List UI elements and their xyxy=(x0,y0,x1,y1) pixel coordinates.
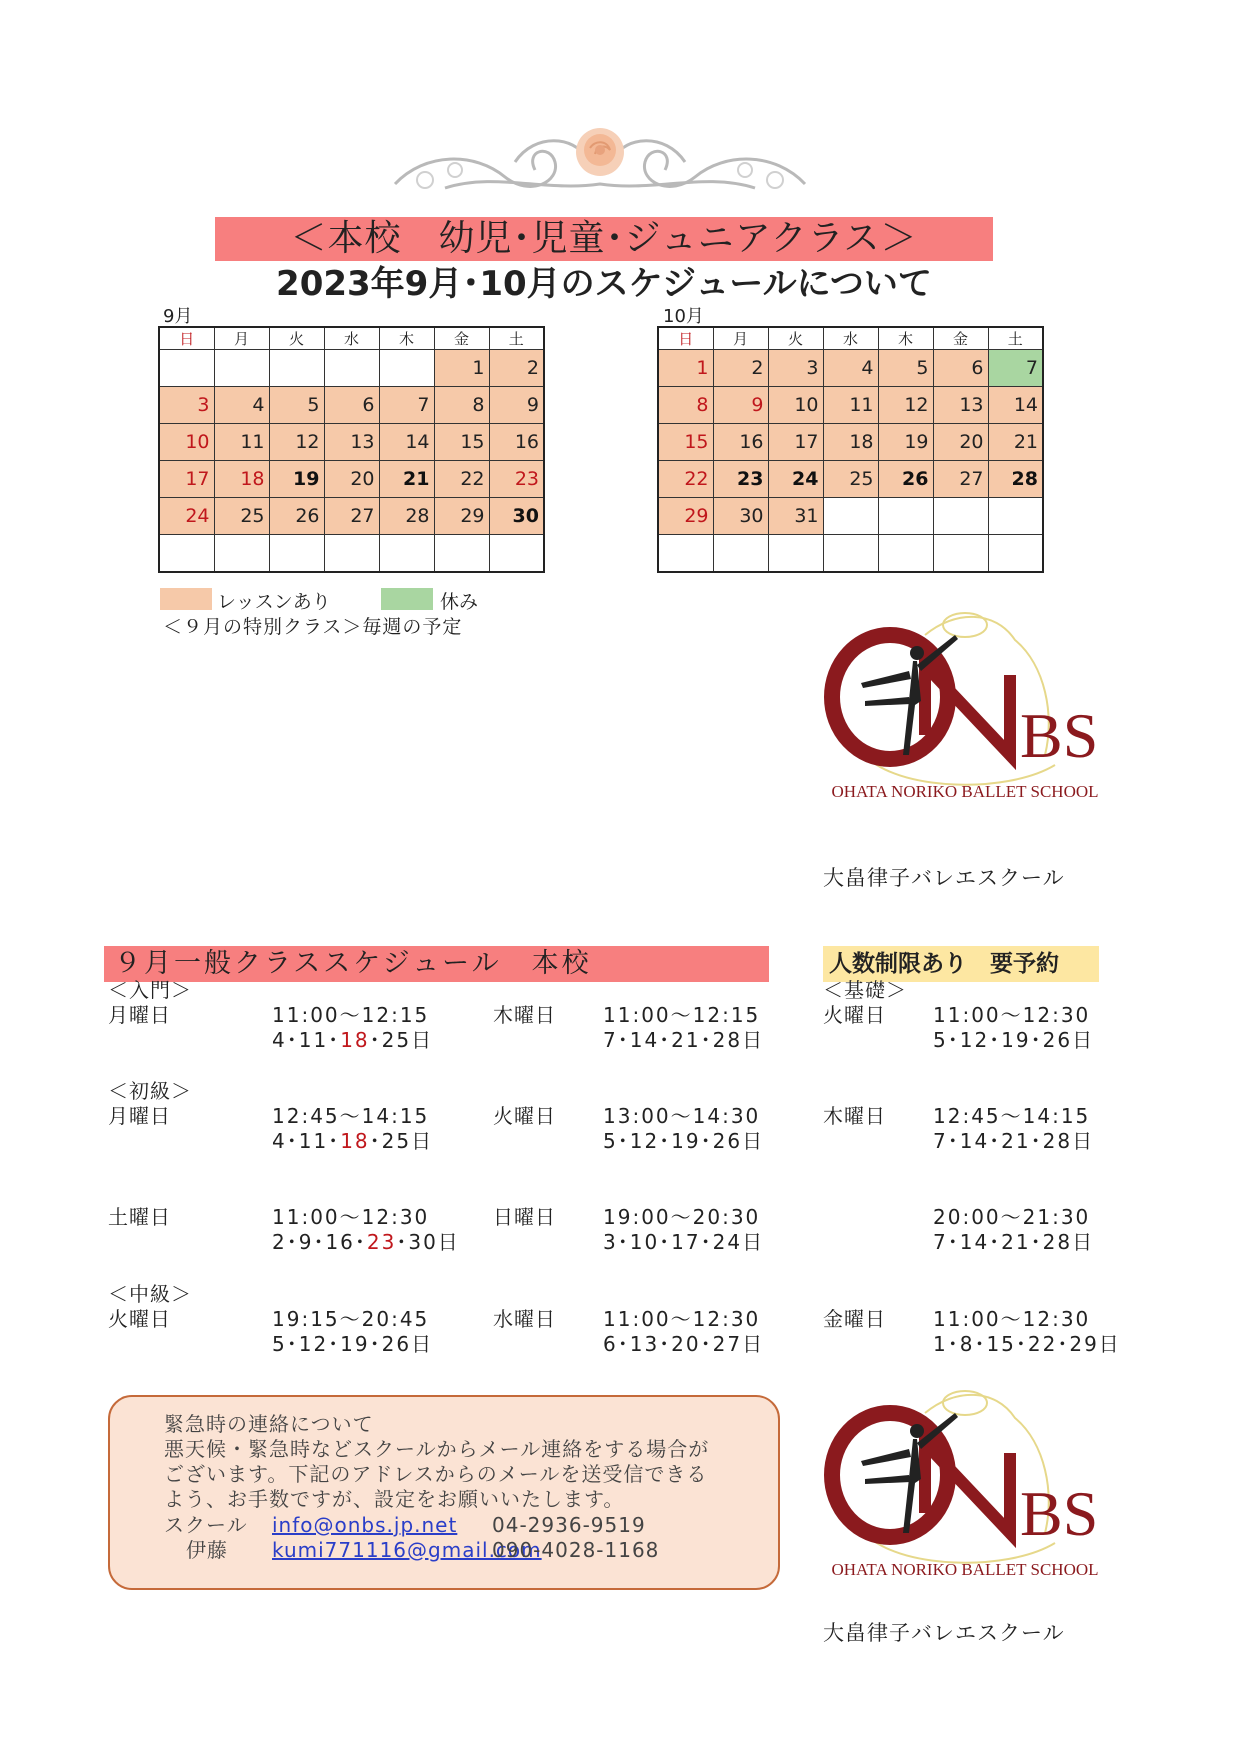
calendar-day xyxy=(379,535,434,572)
contact-line-1: 悪天候・緊急時などスクールからメール連絡をする場合が xyxy=(164,1437,710,1461)
calendar-day: 1 xyxy=(658,350,713,387)
reservation-notice: 人数制限あり 要予約 xyxy=(823,946,1099,982)
chukyu-wed-day: 水曜日 xyxy=(493,1307,556,1331)
calendar-day xyxy=(269,350,324,387)
calendar-day: 30 xyxy=(713,498,768,535)
lesson-legend: レッスンあり xyxy=(217,591,331,613)
calendar-day: 9 xyxy=(489,387,544,424)
rose-icon xyxy=(576,128,624,176)
calendar-day: 16 xyxy=(713,424,768,461)
nyumon-thu-dates: 7･14･21･28日 xyxy=(603,1028,765,1052)
kiso-tue-day: 火曜日 xyxy=(823,1003,886,1027)
rose-ornament xyxy=(385,122,815,204)
october-calendar xyxy=(657,326,1044,573)
rest-legend: 休み xyxy=(440,591,479,613)
weekday-header: 日 xyxy=(658,327,713,350)
calendar-day: 15 xyxy=(434,424,489,461)
calendar-day xyxy=(214,350,269,387)
calendar-day: 25 xyxy=(214,498,269,535)
weekday-header: 月 xyxy=(214,327,269,350)
calendar-day xyxy=(269,535,324,572)
calendar-day: 9 xyxy=(713,387,768,424)
calendar-day: 3 xyxy=(159,387,214,424)
shokyu-mon-day: 月曜日 xyxy=(108,1104,171,1128)
calendar-day xyxy=(214,535,269,572)
chukyu-tue-dates: 5･12･19･26日 xyxy=(272,1332,434,1356)
shokyu-thu-dates: 7･14･21･28日 xyxy=(933,1129,1095,1153)
calendar-day: 16 xyxy=(489,424,544,461)
special-class-note: ＜９月の特別クラス＞毎週の予定 xyxy=(163,616,463,638)
calendar-day xyxy=(379,350,434,387)
october-label: 10月 xyxy=(663,306,704,327)
calendar-day: 6 xyxy=(933,350,988,387)
weekday-header: 金 xyxy=(434,327,489,350)
calendar-day xyxy=(878,498,933,535)
calendar-day: 17 xyxy=(159,461,214,498)
chukyu-tue-time: 19:15〜20:45 xyxy=(272,1307,430,1331)
calendar-week-row xyxy=(658,350,1043,387)
calendar-week-row xyxy=(159,350,544,387)
kiso-tue-dates: 5･12･19･26日 xyxy=(933,1028,1095,1052)
calendar-day: 28 xyxy=(379,498,434,535)
shokyu-mon-time: 12:45〜14:15 xyxy=(272,1104,430,1128)
weekday-header: 木 xyxy=(878,327,933,350)
calendar-week-row xyxy=(159,498,544,535)
nyumon-thu-time: 11:00〜12:15 xyxy=(603,1003,761,1027)
calendar-day: 8 xyxy=(658,387,713,424)
kiso-tue-time: 11:00〜12:30 xyxy=(933,1003,1091,1027)
calendar-day xyxy=(434,535,489,572)
shokyu-thu-evening-time: 20:00〜21:30 xyxy=(933,1205,1091,1229)
calendar-day xyxy=(823,498,878,535)
shokyu-thu-evening-dates: 7･14･21･28日 xyxy=(933,1230,1095,1254)
calendar-day xyxy=(933,498,988,535)
calendar-day: 22 xyxy=(434,461,489,498)
rest-swatch xyxy=(381,588,433,610)
september-label: 9月 xyxy=(163,306,193,327)
weekday-header: 水 xyxy=(324,327,379,350)
calendar-day: 30 xyxy=(489,498,544,535)
calendar-week-row xyxy=(159,387,544,424)
calendar-day: 5 xyxy=(878,350,933,387)
calendar-day: 27 xyxy=(933,461,988,498)
calendar-day xyxy=(713,535,768,572)
calendar-day xyxy=(768,535,823,572)
calendar-day: 25 xyxy=(823,461,878,498)
calendar-day: 23 xyxy=(489,461,544,498)
calendar-day: 14 xyxy=(988,387,1043,424)
calendar-day: 3 xyxy=(768,350,823,387)
calendar-day: 13 xyxy=(324,424,379,461)
calendar-day xyxy=(823,535,878,572)
calendar-day: 11 xyxy=(823,387,878,424)
calendar-day: 20 xyxy=(324,461,379,498)
shokyu-sun-day: 日曜日 xyxy=(493,1205,556,1229)
calendar-day xyxy=(324,535,379,572)
school-email-link[interactable]: info@onbs.jp.net xyxy=(272,1513,458,1537)
chukyu-tue-day: 火曜日 xyxy=(108,1307,171,1331)
calendar-day xyxy=(988,498,1043,535)
weekday-header: 水 xyxy=(823,327,878,350)
calendar-week-row xyxy=(658,461,1043,498)
logo-caption: 大畠律子バレエスクール xyxy=(823,866,1065,890)
calendar-day: 19 xyxy=(878,424,933,461)
september-calendar xyxy=(158,326,545,573)
calendar-week-row xyxy=(658,498,1043,535)
chukyu-fri-dates: 1･8･15･22･29日 xyxy=(933,1332,1121,1356)
class-title-banner: ＜本校 幼児･児童･ジュニアクラス＞ xyxy=(215,217,993,261)
calendar-day: 2 xyxy=(713,350,768,387)
calendar-day: 13 xyxy=(933,387,988,424)
shokyu-tue-time: 13:00〜14:30 xyxy=(603,1104,761,1128)
calendar-week-row xyxy=(658,535,1043,572)
svg-text:BS: BS xyxy=(1020,700,1099,771)
calendar-day: 27 xyxy=(324,498,379,535)
person-phone: 090-4028-1168 xyxy=(492,1538,660,1562)
nyumon-mon-day: 月曜日 xyxy=(108,1003,171,1027)
weekday-header: 月 xyxy=(713,327,768,350)
calendar-day: 11 xyxy=(214,424,269,461)
calendar-day xyxy=(658,535,713,572)
general-class-banner: ９月一般クラススケジュール 本校 xyxy=(104,946,769,982)
onbs-logo xyxy=(805,605,1125,805)
calendar-day: 14 xyxy=(379,424,434,461)
calendar-day: 29 xyxy=(658,498,713,535)
calendar-day: 15 xyxy=(658,424,713,461)
chukyu-wed-dates: 6･13･20･27日 xyxy=(603,1332,765,1356)
calendar-day: 6 xyxy=(324,387,379,424)
calendar-day: 4 xyxy=(214,387,269,424)
svg-text:BS: BS xyxy=(1020,1478,1099,1549)
calendar-day: 26 xyxy=(878,461,933,498)
chukyu-fri-day: 金曜日 xyxy=(823,1307,886,1331)
calendar-day: 20 xyxy=(933,424,988,461)
calendar-day: 28 xyxy=(988,461,1043,498)
calendar-day xyxy=(878,535,933,572)
calendar-day: 24 xyxy=(159,498,214,535)
calendar-day: 31 xyxy=(768,498,823,535)
person-contact-label: 伊藤 xyxy=(186,1538,228,1562)
calendar-day: 5 xyxy=(269,387,324,424)
calendar-day: 1 xyxy=(434,350,489,387)
calendar-day: 22 xyxy=(658,461,713,498)
calendar-day: 12 xyxy=(269,424,324,461)
calendar-day: 2 xyxy=(489,350,544,387)
calendar-day: 18 xyxy=(823,424,878,461)
calendar-day: 17 xyxy=(768,424,823,461)
shokyu-tue-day: 火曜日 xyxy=(493,1104,556,1128)
nyumon-label: ＜入門＞ xyxy=(108,978,192,1002)
kiso-label: ＜基礎＞ xyxy=(823,978,907,1002)
shokyu-sat-dates: 2･9･16･23･30日 xyxy=(272,1230,460,1254)
calendar-day xyxy=(159,535,214,572)
calendar-day xyxy=(324,350,379,387)
chukyu-label: ＜中級＞ xyxy=(108,1282,192,1306)
calendar-day: 21 xyxy=(988,424,1043,461)
person-email-link[interactable]: kumi771116@gmail.com xyxy=(272,1538,542,1562)
school-phone: 04-2936-9519 xyxy=(492,1513,646,1537)
calendar-day: 18 xyxy=(214,461,269,498)
calendar-week-row xyxy=(159,424,544,461)
calendar-week-row xyxy=(658,387,1043,424)
calendar-week-row xyxy=(658,424,1043,461)
onbs-logo-bottom xyxy=(805,1383,1125,1583)
weekday-header: 火 xyxy=(768,327,823,350)
calendar-day: 19 xyxy=(269,461,324,498)
calendar-day: 10 xyxy=(768,387,823,424)
calendar-day: 26 xyxy=(269,498,324,535)
school-contact-label: スクール xyxy=(164,1513,248,1537)
logo-caption-bottom: 大畠律子バレエスクール xyxy=(823,1621,1065,1645)
nyumon-thu-day: 木曜日 xyxy=(493,1003,556,1027)
contact-line-3: よう、お手数ですが、設定をお願いいたします。 xyxy=(164,1487,625,1511)
calendar-day xyxy=(489,535,544,572)
calendar-day: 12 xyxy=(878,387,933,424)
shokyu-sat-time: 11:00〜12:30 xyxy=(272,1205,430,1229)
calendar-day xyxy=(988,535,1043,572)
contact-line-2: ございます。下記のアドレスからのメールを送受信できる xyxy=(164,1462,708,1486)
shokyu-label: ＜初級＞ xyxy=(108,1079,192,1103)
shokyu-sun-time: 19:00〜20:30 xyxy=(603,1205,761,1229)
calendar-day: 10 xyxy=(159,424,214,461)
contact-heading: 緊急時の連絡について xyxy=(164,1412,374,1436)
calendar-day xyxy=(933,535,988,572)
calendar-week-row xyxy=(159,461,544,498)
nyumon-mon-dates: 4･11･18･25日 xyxy=(272,1028,434,1052)
weekday-header: 土 xyxy=(489,327,544,350)
calendar-day: 23 xyxy=(713,461,768,498)
schedule-subtitle: 2023年9月･10月のスケジュールについて xyxy=(276,264,932,304)
calendar-day: 8 xyxy=(434,387,489,424)
weekday-header: 木 xyxy=(379,327,434,350)
calendar-week-row xyxy=(159,535,544,572)
shokyu-tue-dates: 5･12･19･26日 xyxy=(603,1129,765,1153)
nyumon-mon-time: 11:00〜12:15 xyxy=(272,1003,430,1027)
weekday-header: 金 xyxy=(933,327,988,350)
shokyu-sat-day: 土曜日 xyxy=(108,1205,171,1229)
calendar-day: 7 xyxy=(988,350,1043,387)
chukyu-wed-time: 11:00〜12:30 xyxy=(603,1307,761,1331)
calendar-day xyxy=(159,350,214,387)
shokyu-mon-dates: 4･11･18･25日 xyxy=(272,1129,434,1153)
chukyu-fri-time: 11:00〜12:30 xyxy=(933,1307,1091,1331)
svg-text:OHATA NORIKO BALLET SCHOOL: OHATA NORIKO BALLET SCHOOL xyxy=(831,782,1099,801)
calendar-day: 4 xyxy=(823,350,878,387)
shokyu-thu-time: 12:45〜14:15 xyxy=(933,1104,1091,1128)
weekday-header: 火 xyxy=(269,327,324,350)
lesson-swatch xyxy=(160,588,212,610)
shokyu-sun-dates: 3･10･17･24日 xyxy=(603,1230,765,1254)
calendar-day: 29 xyxy=(434,498,489,535)
calendar-day: 21 xyxy=(379,461,434,498)
weekday-header: 土 xyxy=(988,327,1043,350)
shokyu-thu-day: 木曜日 xyxy=(823,1104,886,1128)
calendar-day: 24 xyxy=(768,461,823,498)
svg-text:OHATA NORIKO BALLET SCHOOL: OHATA NORIKO BALLET SCHOOL xyxy=(831,1560,1099,1579)
calendar-day: 7 xyxy=(379,387,434,424)
weekday-header: 日 xyxy=(159,327,214,350)
